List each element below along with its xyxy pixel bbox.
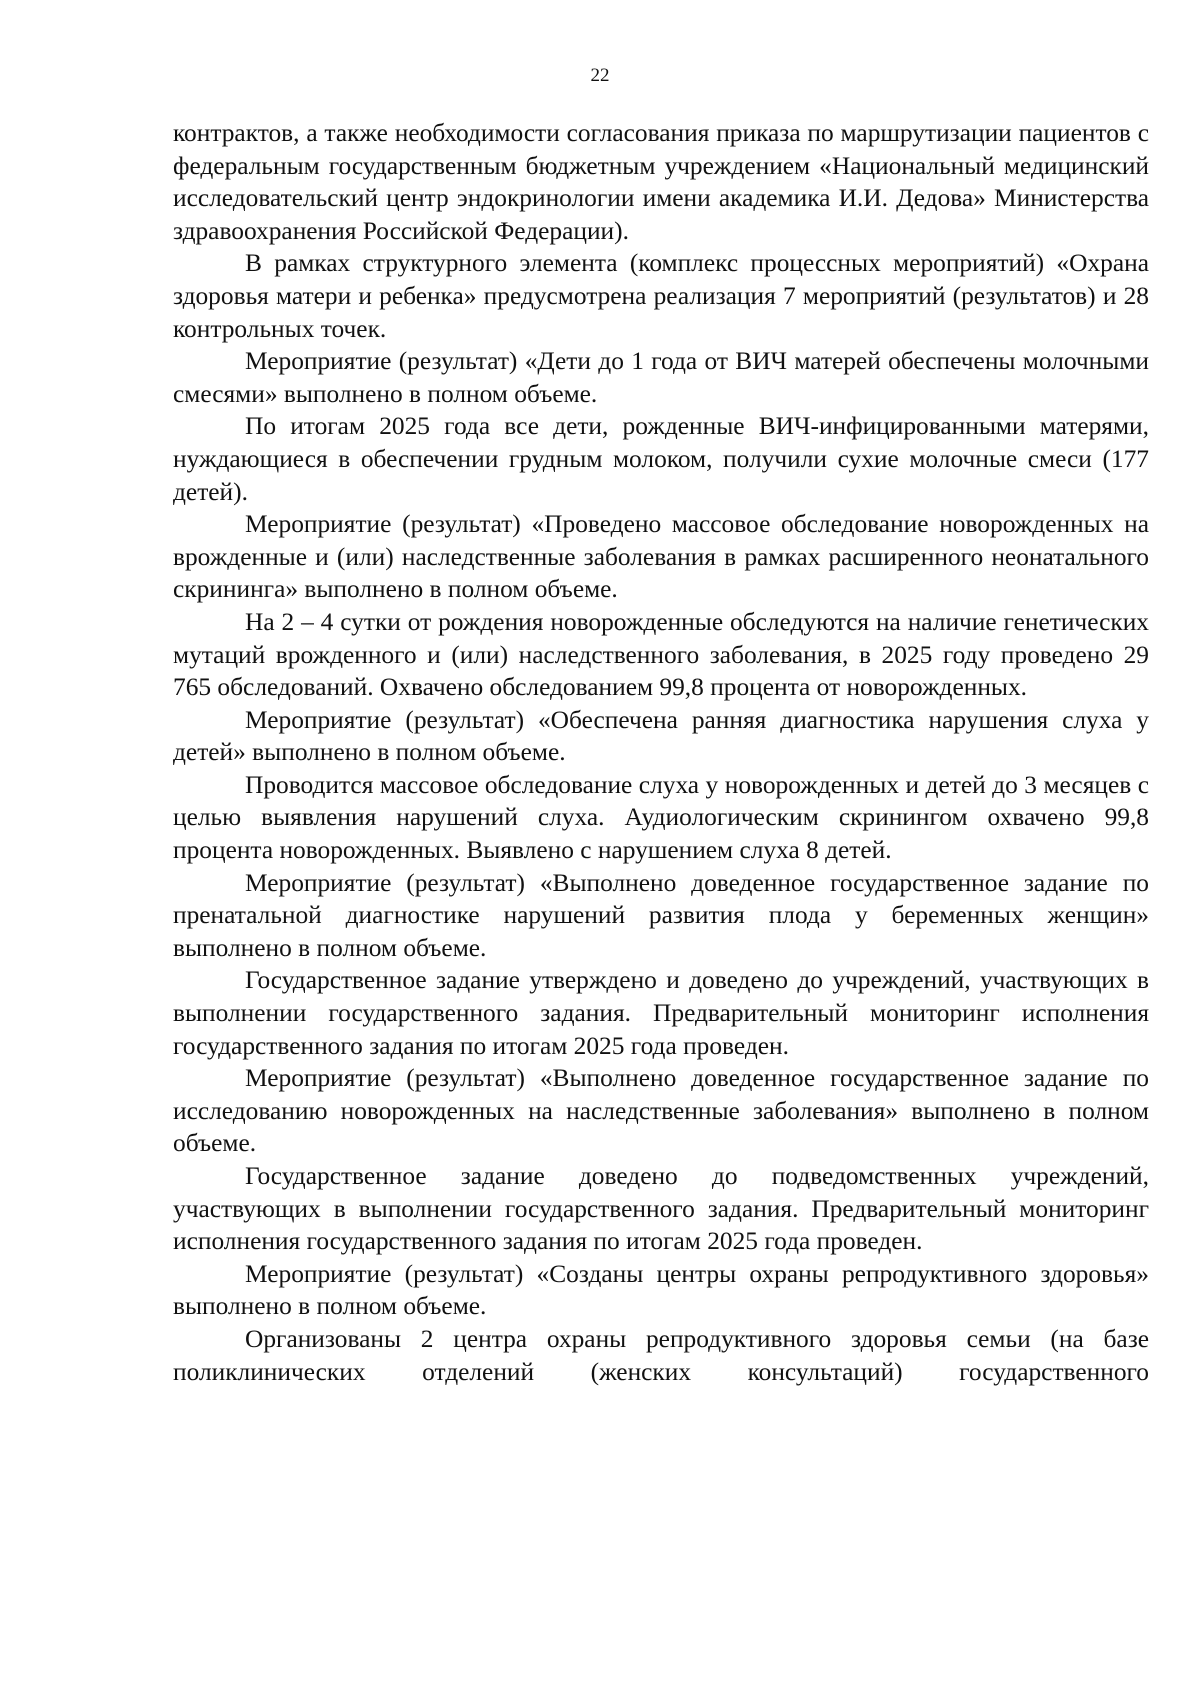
paragraph: Мероприятие (результат) «Обеспечена ранняя диагностика нарушения слуха у детей» выполнено в полном объеме. [173, 705, 1149, 767]
paragraph: Мероприятие (результат) «Дети до 1 года от ВИЧ матерей обеспечены молочными смесями» выполнено в полном объеме. [173, 347, 1149, 408]
paragraph: В рамках структурного элемента (комплекс процессных мероприятий) «Охрана здоровья матери и ребенка» предусмотрена реализация 7 мероприятий (результатов) и 28 контрольных точек. [173, 249, 1149, 343]
paragraph: Мероприятие (результат) «Проведено массовое обследование новорожденных на врожденные и (или) наследственные заболевания в рамках расширенного неонатального скрининга» выполнено в полном объеме. [173, 510, 1149, 604]
paragraph: Государственное задание утверждено и доведено до учреждений, участвующих в выполнении государственного задания. Предварительный мониторинг исполнения государственного задания по итогам 2025 года проведен. [173, 966, 1149, 1060]
paragraph: На 2 – 4 сутки от рождения новорожденные обследуются на наличие генетических мутаций врожденного и (или) наследственного заболевания, в 2025 году проведено 29 765 обследований. Охвачено обследованием 99,8 процента от новорожденных. [173, 607, 1149, 702]
paragraph-last: Организованы 2 центра охраны репродуктивного здоровья семьи (на базе поликлинических отделений (женских консультаций) государственного [173, 1324, 1149, 1386]
paragraph: Мероприятие (результат) «Выполнено доведенное государственное задание по исследованию новорожденных на наследственные заболевания» выполнено в полном объеме. [173, 1064, 1149, 1158]
paragraph: Мероприятие (результат) «Созданы центры охраны репродуктивного здоровья» выполнено в полном объеме. [173, 1259, 1149, 1321]
page-number: 22 [590, 65, 610, 86]
paragraph-continuation: контрактов, а также необходимости согласования приказа по маршрутизации пациентов с федеральным государственным бюджетным учреждением «Национальный медицинский исследовательский центр эндокринологии имени академика И.И. Дедова» Министерства здравоохранения Российской Федерации). [173, 119, 1149, 245]
paragraph: По итогам 2025 года все дети, рожденные ВИЧ-инфицированными матерями, нуждающиеся в обеспечении грудным молоком, получили сухие молочные смеси (177 детей). [173, 412, 1149, 506]
paragraph: Проводится массовое обследование слуха у новорожденных и детей до 3 месяцев с целью выявления нарушений слуха. Аудиологическим скринингом охвачено 99,8 процента новорожденных. Выявлено с нарушением слуха 8 детей. [173, 770, 1149, 865]
paragraph: Государственное задание доведено до подведомственных учреждений, участвующих в выполнении государственного задания. Предварительный мониторинг исполнения государственного задания по итогам 2025 года проведен. [173, 1162, 1149, 1256]
paragraph: Мероприятие (результат) «Выполнено доведенное государственное задание по пренатальной диагностике нарушений развития плода у беременных женщин» выполнено в полном объеме. [173, 868, 1149, 962]
document-body [173, 117, 1149, 1388]
